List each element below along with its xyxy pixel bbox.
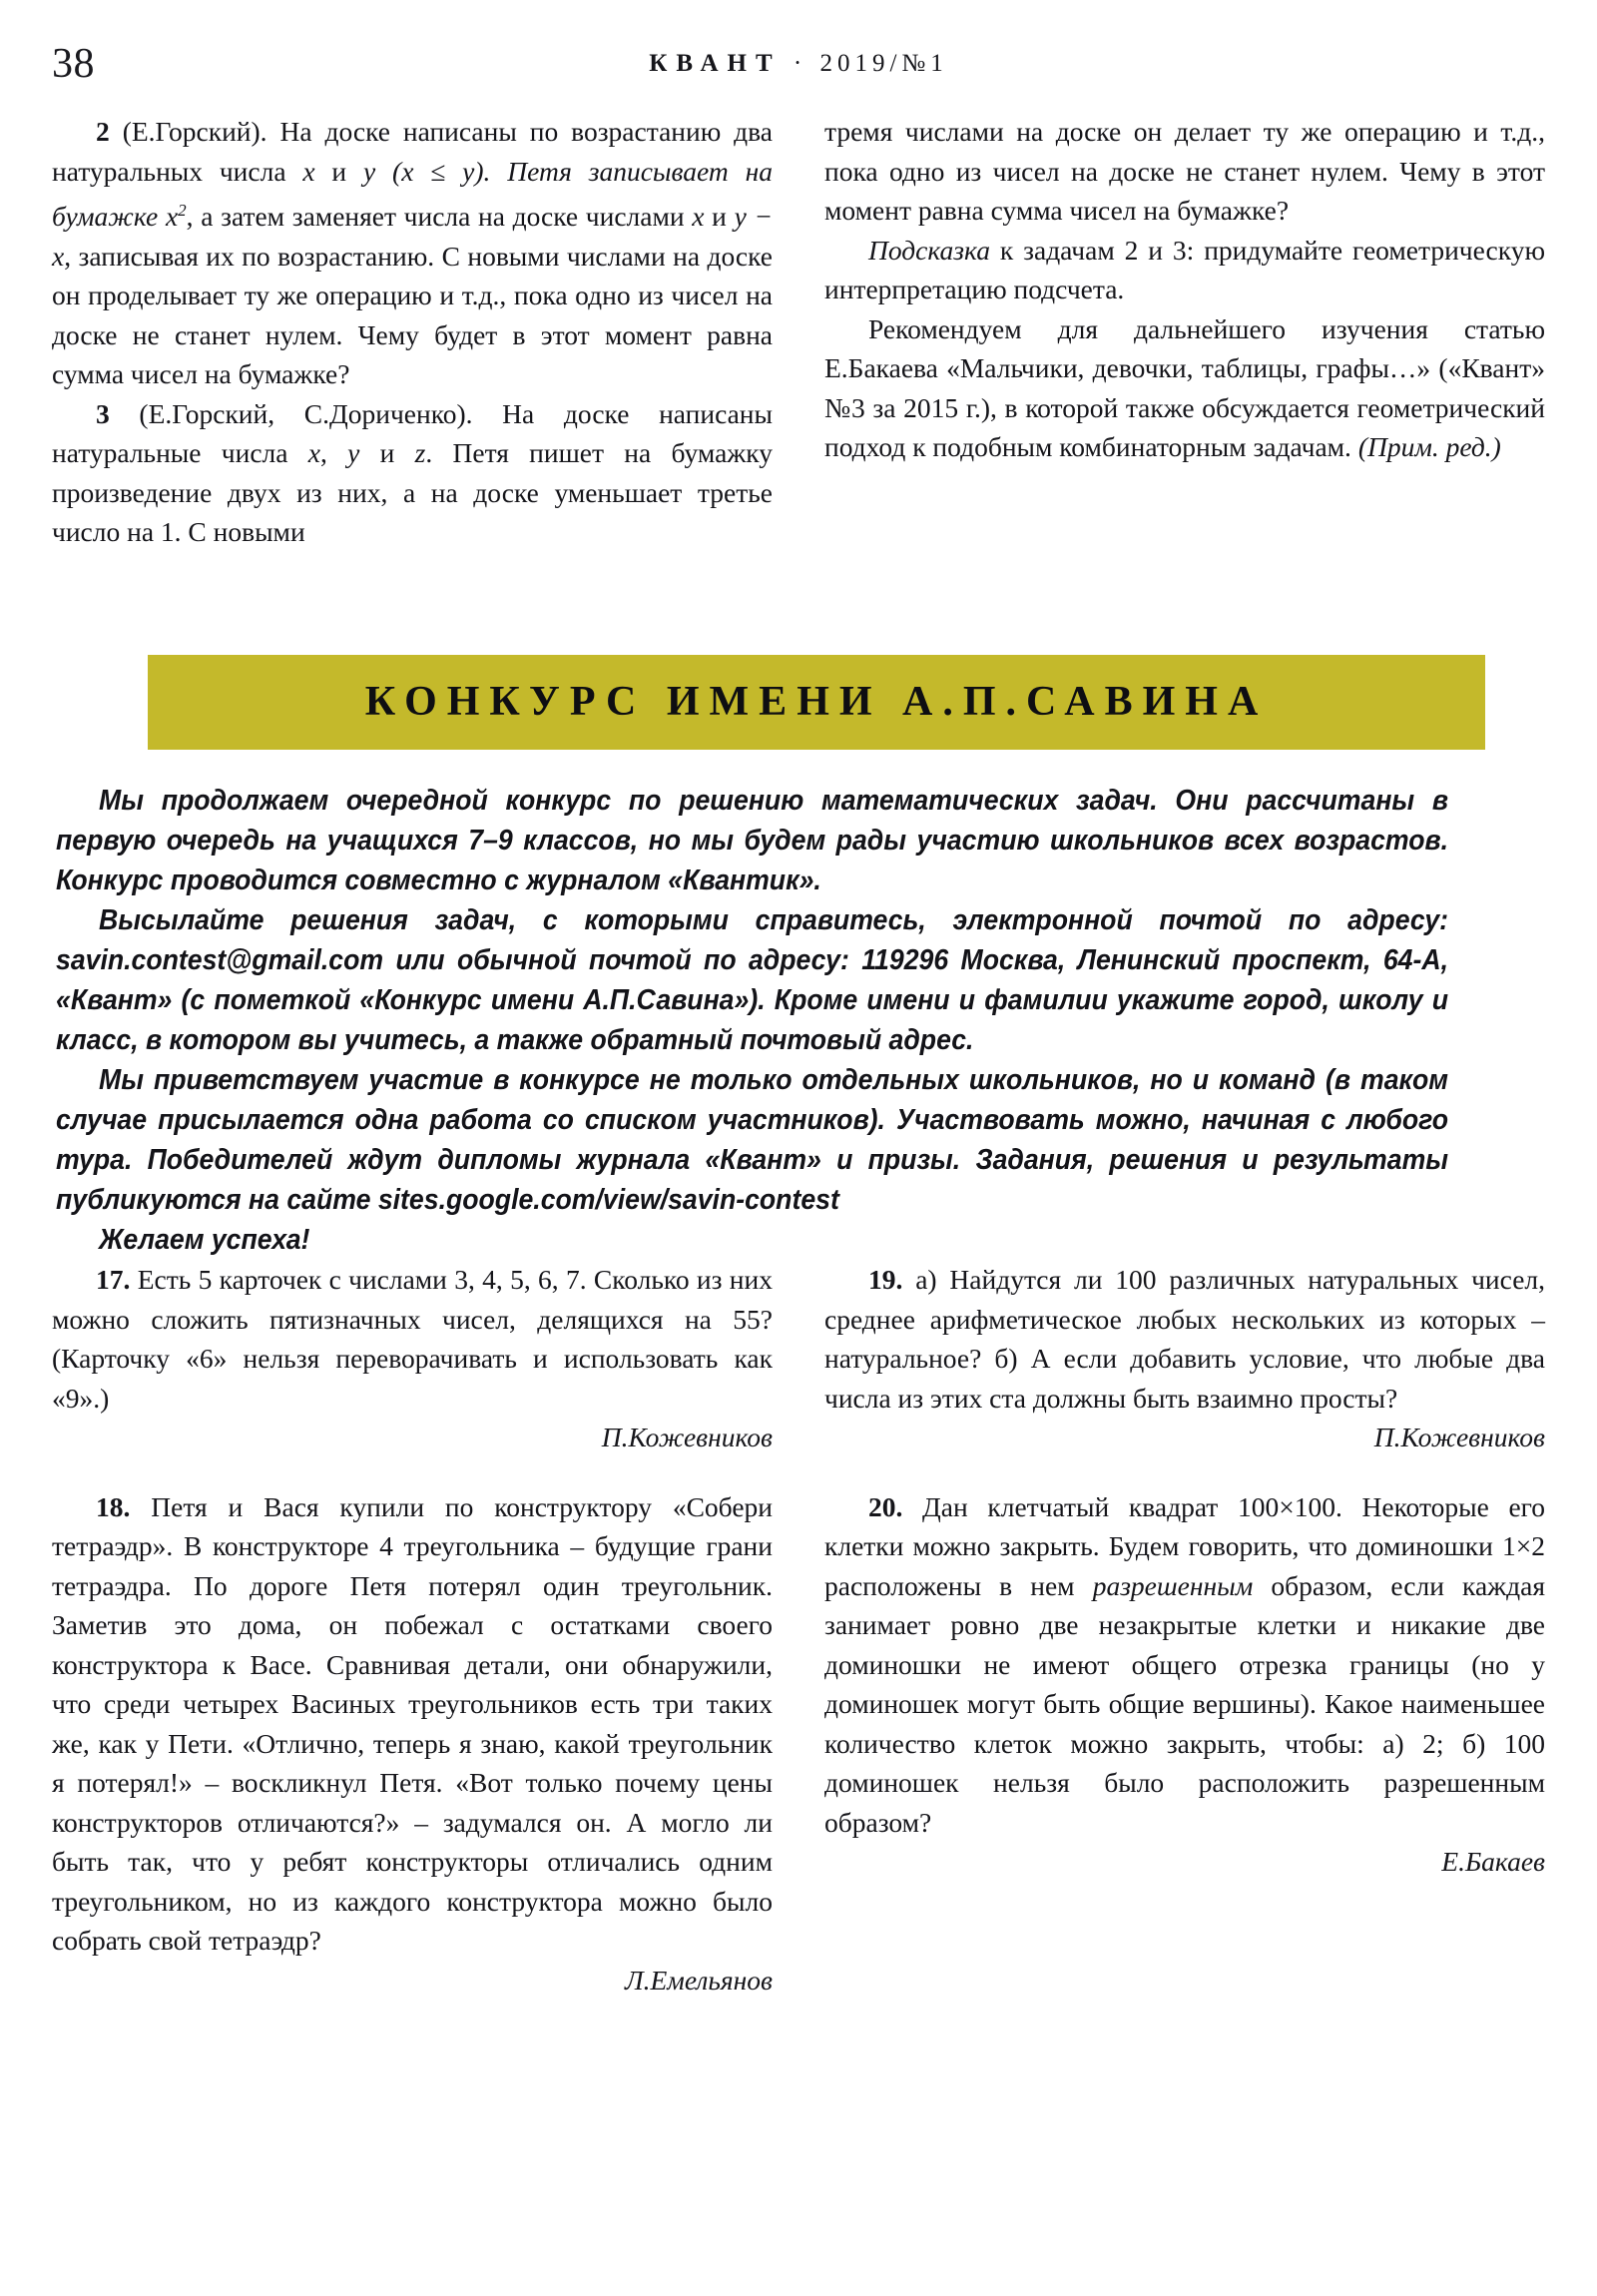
problem-2-var-x: x [302, 155, 315, 187]
problem-3-attribution: (Е.Горский, С.Дориченко). [139, 397, 473, 429]
problem-19-text: а) Найдутся ли 100 различных натуральных чисел, среднее арифметическое любых нескольких из которых – натуральное? б) А если добавить условие, что любые два числа из этих ста должны быть взаимно просты? [824, 1264, 1545, 1414]
editor-note: (Прим. ред.) [1357, 431, 1501, 462]
problem-2-attribution: (Е.Горский). [122, 116, 267, 147]
problem-2-formula-base: x [165, 201, 179, 233]
contest-right-column [824, 1260, 1545, 2000]
problem-19 [824, 1260, 1545, 1418]
problem-3-text-1: На доске написаны натуральные числа [52, 397, 774, 469]
journal-issue-line [0, 50, 1597, 78]
problem-3-var-y: y [347, 437, 360, 469]
hint-paragraph [824, 231, 1545, 309]
problem-18-number: 18. [96, 1490, 131, 1522]
hint-text: к задачам 2 и 3: придумайте геометрическую интерпретацию подсчета. [824, 234, 1545, 304]
contest-banner [148, 655, 1485, 750]
problem-2-repl-expr: y − x [52, 201, 773, 272]
contest-intro [56, 781, 1448, 1260]
problem-3-sep-1: , [319, 437, 348, 469]
problem-20-author: Е.Бакаев [1441, 1846, 1545, 1877]
problem-17-number: 17. [96, 1264, 131, 1295]
problem-20-text-1: Дан клетчатый квадрат 100×100. Некоторые его клетки можно закрыть. Будем говорить, что доминошки 1×2 расположены в нем [824, 1490, 1545, 1601]
problem-2-text-1: На доске написаны по возрастанию два натуральных числа [52, 116, 774, 187]
problem-3-sep-2: и [359, 437, 415, 469]
intro-paragraph-3: Мы приветствуем участие в конкурсе не только отдельных школьников, но и команд (в таком случае присылается одна работа со списком участников). Участвовать можно, начиная с любого тура. Победителей ждут дипломы журнала «Квант» и призы. Задания, решения и результаты публикуются на сайте sites.google.com/view/savin-contest [56, 1064, 1449, 1216]
top-left-column [52, 112, 774, 548]
problem-19-number: 19. [868, 1264, 903, 1295]
contest-left-column [52, 1260, 773, 2000]
header-separator: · [793, 50, 808, 77]
problem-2-text-2: , а затем заменяет числа на доске числами [186, 201, 693, 233]
problem-17-block [52, 1260, 773, 1457]
problem-20-number: 20. [868, 1490, 903, 1522]
problem-17 [52, 1260, 773, 1418]
problem-2-number: 2 [96, 116, 110, 147]
problem-20-block [824, 1487, 1545, 1882]
problem-3-var-z: z [414, 437, 426, 469]
problem-2-text-3: , записывая их по возрастанию. С новыми числами на доске он проделывает ту же операцию и т.д., пока одно из чисел на доске не станет нулем. Чему будет в этот момент равна сумма чисел на бумажке? [52, 240, 773, 390]
intro-paragraph-1: Мы продолжаем очередной конкурс по решению математических задач. Они рассчитаны в первую очередь на учащихся 7–9 классов, но мы будем рады участию школьников всех возрастов. Конкурс проводится совместно с журналом «Квантик». [56, 785, 1449, 896]
problem-20-emphasis: разрешенным [1092, 1569, 1254, 1601]
recommendation-text: Рекомендуем для дальнейшего изучения статью Е.Бакаева «Мальчики, девочки, таблицы, графы…» («Квант» №3 за 2015 г.), в которой также обсуждается геометрический подход к подобным комбинаторным задачам. [824, 312, 1545, 462]
top-problems-band [52, 112, 1545, 548]
problem-19-block [824, 1260, 1545, 1457]
contest-banner-title: КОНКУРС ИМЕНИ А.П.САВИНА [364, 679, 1269, 725]
running-head [0, 40, 1597, 92]
problem-3 [52, 394, 773, 552]
problem-2-and-2: и [704, 201, 735, 233]
problem-2-formula-exponent: 2 [178, 201, 187, 220]
hint-label: Подсказка [868, 234, 990, 266]
problem-2-repl-x: x [692, 201, 705, 233]
problem-3-text-2: . Петя пишет на бумажку произведение двух из них, а на доске уменьшает третье число на 1. С новыми [52, 437, 773, 548]
problem-2-condition: (x ≤ y). Петя записывает на бумажке [52, 155, 773, 233]
problem-3-var-x: x [307, 437, 320, 469]
intro-paragraph-4: Желаем успеха! [99, 1224, 310, 1256]
problem-18 [52, 1487, 773, 1961]
problem-18-author: Л.Емельянов [625, 1964, 773, 1996]
journal-issue: 2019/№1 [819, 50, 948, 77]
problem-2 [52, 112, 773, 394]
problem-20-text-2: образом, если каждая занимает ровно две незакрытые клетки и никакие две доминошки не имеют общего отрезка границы (но у доминошек могут быть общие вершины). Какое наименьшее количество клеток можно закрыть, чтобы: а) 2; б) 100 доминошек нельзя было расположить разрешенным образом? [824, 1569, 1546, 1838]
problem-3-number: 3 [96, 397, 110, 429]
page-number: 38 [52, 41, 95, 87]
problem-19-author: П.Кожевников [1373, 1422, 1545, 1452]
editor-recommendation [824, 309, 1545, 467]
problem-17-text: Есть 5 карточек с числами 3, 4, 5, 6, 7. Сколько из них можно сложить пятизначных чисел, делящихся на 55? (Карточку «6» нельзя переворачивать и использовать как «9».) [52, 1264, 773, 1414]
problem-20 [824, 1487, 1545, 1843]
problem-3-continuation: тремя числами на доске он делает ту же операцию и т.д., пока одно из чисел на доске не станет нулем. Чему в этот момент равна сумма чисел на бумажке? [824, 116, 1545, 226]
top-right-column [824, 112, 1545, 471]
contest-problems-band [52, 1260, 1545, 2000]
journal-name: КВАНТ [649, 50, 782, 77]
problem-18-text: Петя и Вася купили по конструктору «Собери тетраэдр». В конструкторе 4 треугольника – будущие грани тетраэдра. По дороге Петя потерял один треугольник. Заметив это дома, он побежал с остатками своего конструктора к Васе. Сравнивая детали, они обнаружили, что среди четырех Васиных треугольников есть три таких же, как у Пети. «Отлично, теперь я знаю, какой треугольник я потерял!» – воскликнул Петя. «Вот только почему цены конструкторов отличаются?» – задумался он. А могло ли быть так, что у ребят конструкторы отличались одним треугольником, но из каждого конструктора можно было собрать свой тетраэдр? [52, 1490, 773, 1956]
problem-17-author: П.Кожевников [601, 1422, 773, 1452]
problem-18-block [52, 1487, 773, 2001]
problem-2-and: и [314, 155, 363, 187]
intro-paragraph-2: Высылайте решения задач, с которыми справитесь, электронной почтой по адресу: savin.contest@gmail.com или обычной почтой по адресу: 119296 Москва, Ленинский проспект, 64-А, «Квант» (с пометкой «Конкурс имени А.П.Савина»). Кроме имени и фамилии укажите город, школу и класс, в котором вы учитесь, а также обратный почтовый адрес. [56, 904, 1449, 1056]
problem-2-var-y: y [362, 155, 376, 187]
